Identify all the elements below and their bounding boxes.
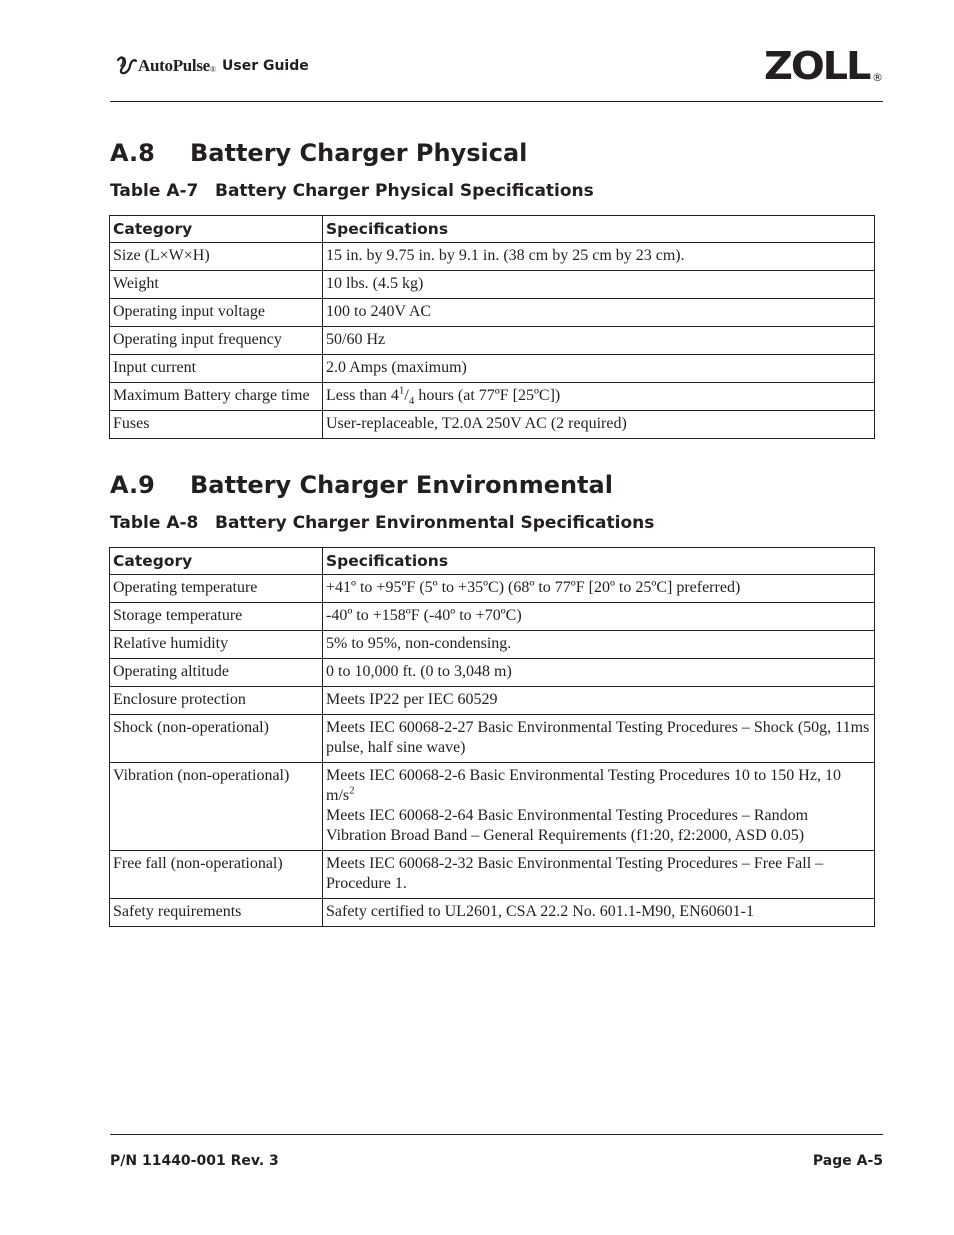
category-cell: Safety requirements <box>110 899 323 927</box>
category-cell: Free fall (non-operational) <box>110 851 323 899</box>
spec-cell: 2.0 Amps (maximum) <box>323 355 875 383</box>
table-row <box>110 631 875 659</box>
table-row <box>110 851 875 899</box>
category-cell: Operating input frequency <box>110 327 323 355</box>
column-header-specifications: Specifications <box>323 216 875 243</box>
spec-cell: 15 in. by 9.75 in. by 9.1 in. (38 cm by 25 cm by 23 cm). <box>323 243 875 271</box>
spec-text: Less than 4 <box>326 387 399 404</box>
charger-physical-table <box>109 215 875 439</box>
registered-mark: ® <box>209 65 216 74</box>
section-heading: Battery Charger Physical <box>190 139 528 167</box>
zoll-wordmark: ZOLL <box>763 44 869 88</box>
table-header-row <box>110 548 875 575</box>
table-row <box>110 411 875 439</box>
spec-text: Meets IEC 60068-2-6 Basic Environmental Testing Procedures 10 to 150 Hz, 10 m/s <box>326 767 841 804</box>
table-number: Table A-7 <box>110 181 199 201</box>
table-caption-a7 <box>110 181 594 201</box>
page-header <box>110 44 883 88</box>
category-cell: Weight <box>110 271 323 299</box>
category-cell: Relative humidity <box>110 631 323 659</box>
table-row <box>110 243 875 271</box>
fraction-denominator: 4 <box>408 395 415 408</box>
page-number: Page A-5 <box>812 1153 883 1169</box>
spec-cell: Meets IP22 per IEC 60529 <box>323 687 875 715</box>
spec-paragraph: Meets IEC 60068-2-64 Basic Environmental Testing Procedures – Random Vibration Broad Band – General Requirements (f1:20, f2:2000, ASD 0.05) <box>326 807 809 844</box>
column-header-specifications: Specifications <box>323 548 875 575</box>
charger-environmental-table <box>109 547 875 927</box>
category-cell: Operating input voltage <box>110 299 323 327</box>
category-cell: Vibration (non-operational) <box>110 763 323 851</box>
section-title-a9 <box>110 471 613 499</box>
footer-rule <box>110 1134 883 1135</box>
table-row <box>110 659 875 687</box>
table-row <box>110 383 875 411</box>
category-cell: Shock (non-operational) <box>110 715 323 763</box>
spec-cell: 100 to 240V AC <box>323 299 875 327</box>
table-row <box>110 271 875 299</box>
guide-label: User Guide <box>222 58 309 74</box>
spec-cell: +41º to +95ºF (5º to +35ºC) (68º to 77ºF [20º to 25ºC] preferred) <box>323 575 875 603</box>
header-rule <box>110 101 883 102</box>
column-header-category: Category <box>110 548 323 575</box>
section-heading: Battery Charger Environmental <box>190 471 613 499</box>
section-number: A.8 <box>110 139 155 167</box>
autopulse-wordmark: AutoPulse <box>138 56 210 75</box>
table-row <box>110 715 875 763</box>
category-cell: Input current <box>110 355 323 383</box>
zoll-logo <box>763 44 883 88</box>
spec-cell: 0 to 10,000 ft. (0 to 3,048 m) <box>323 659 875 687</box>
spec-cell: 5% to 95%, non-condensing. <box>323 631 875 659</box>
spec-cell: Safety certified to UL2601, CSA 22.2 No. 601.1-M90, EN60601-1 <box>323 899 875 927</box>
fraction-numerator: 1 <box>398 384 405 397</box>
category-cell: Storage temperature <box>110 603 323 631</box>
spec-cell: Meets IEC 60068-2-32 Basic Environmental Testing Procedures – Free Fall – Procedure 1. <box>323 851 875 899</box>
table-row <box>110 603 875 631</box>
table-row <box>110 687 875 715</box>
superscript: 2 <box>349 784 355 797</box>
category-cell: Size (L×W×H) <box>110 243 323 271</box>
table-row <box>110 327 875 355</box>
category-cell: Fuses <box>110 411 323 439</box>
spec-cell <box>323 763 875 851</box>
spec-text: hours (at 77ºF [25ºC]) <box>414 387 561 404</box>
spec-cell: 50/60 Hz <box>323 327 875 355</box>
table-row <box>110 355 875 383</box>
spec-cell: -40º to +158ºF (-40º to +70ºC) <box>323 603 875 631</box>
table-caption-title: Battery Charger Environmental Specifications <box>215 513 655 533</box>
table-row <box>110 763 875 851</box>
table-caption-title: Battery Charger Physical Specifications <box>215 181 594 201</box>
table-header-row <box>110 216 875 243</box>
fraction-slash: / <box>404 387 409 404</box>
table-row <box>110 899 875 927</box>
table-number: Table A-8 <box>110 513 199 533</box>
table-row <box>110 575 875 603</box>
registered-mark: ® <box>872 71 883 84</box>
category-cell: Operating altitude <box>110 659 323 687</box>
spec-cell: 10 lbs. (4.5 kg) <box>323 271 875 299</box>
category-cell: Operating temperature <box>110 575 323 603</box>
category-cell: Maximum Battery charge time <box>110 383 323 411</box>
table-row <box>110 299 875 327</box>
spec-cell: User-replaceable, T2.0A 250V AC (2 required) <box>323 411 875 439</box>
column-header-category: Category <box>110 216 323 243</box>
category-cell: Enclosure protection <box>110 687 323 715</box>
table-caption-a8 <box>110 513 654 533</box>
spec-cell: Meets IEC 60068-2-27 Basic Environmental Testing Procedures – Shock (50g, 11ms pulse, half sine wave) <box>323 715 875 763</box>
section-number: A.9 <box>110 471 155 499</box>
autopulse-brand <box>115 54 309 76</box>
spec-cell <box>323 383 875 411</box>
spec-paragraph <box>326 766 871 806</box>
autopulse-logo <box>115 54 216 76</box>
autopulse-swirl-icon <box>115 54 137 76</box>
part-number: P/N 11440-001 Rev. 3 <box>110 1153 279 1169</box>
section-title-a8 <box>110 139 527 167</box>
